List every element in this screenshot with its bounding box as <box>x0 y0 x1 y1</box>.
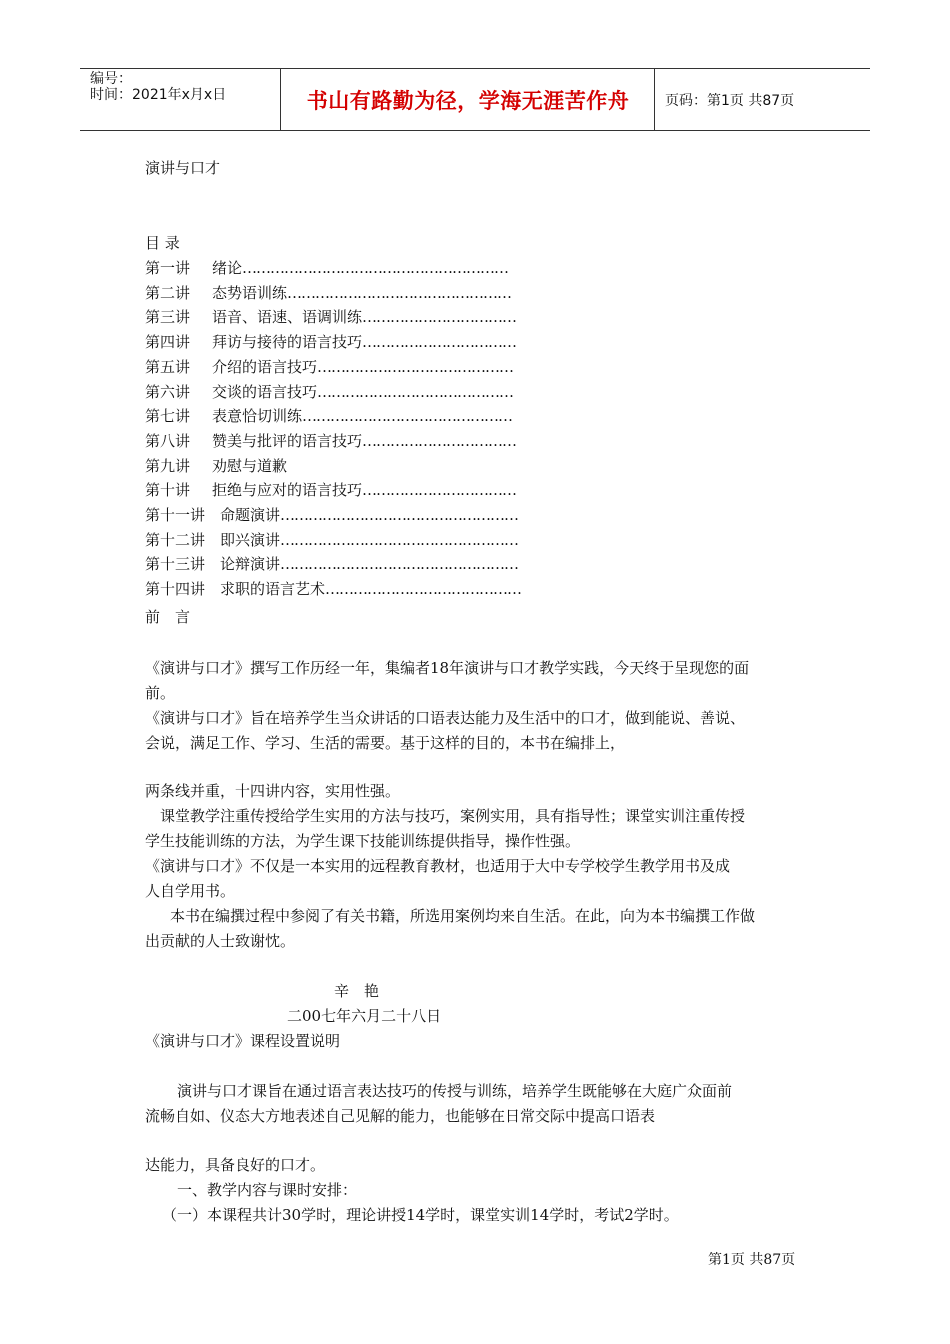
toc-item <box>145 456 287 476</box>
toc-item-number: 第八讲 <box>145 431 191 450</box>
toc-item-title: 命题演讲 <box>220 506 281 524</box>
course-title: 《演讲与口才》课程设置说明 <box>145 1032 341 1050</box>
preface-p1b: 前。 <box>145 684 176 702</box>
preface-p5a: 《演讲与口才》不仅是一本实用的远程教育教材，也适用于大中专学校学生教学用书及成 <box>145 857 731 875</box>
toc-item-leader: …………………………… <box>362 481 517 500</box>
toc-item-title: 态势语训练 <box>212 283 288 302</box>
toc-item-title: 绪论 <box>212 259 243 277</box>
toc-item-leader: …………………………… <box>362 333 517 352</box>
toc-item-title: 交谈的语言技巧 <box>212 382 318 401</box>
preface-heading: 前 言 <box>145 608 191 626</box>
toc-item-leader: ………………………………………… <box>287 283 512 302</box>
toc-item-number: 第二讲 <box>145 283 191 302</box>
preface-p5b: 人自学用书。 <box>145 882 236 900</box>
doc-title: 演讲与口才 <box>145 159 221 177</box>
toc-item-number: 第六讲 <box>145 382 191 401</box>
toc-item <box>145 307 516 327</box>
preface-p6b: 出贡献的人士致谢忱。 <box>145 932 296 950</box>
header-motto: 书山有路勤为径，学海无涯苦作舟 <box>282 69 655 130</box>
toc-item-title: 拜访与接待的语言技巧 <box>212 333 363 352</box>
toc-item-number: 第十一讲 <box>145 506 206 524</box>
toc-item-title: 语音、语速、语调训练 <box>212 308 363 327</box>
toc-item-leader: ……………………………………… <box>302 407 513 426</box>
preface-p2a: 《演讲与口才》旨在培养学生当众讲话的口语表达能力及生活中的口才，做到能说、善说、 <box>145 709 746 727</box>
preface-p3: 两条线并重，十四讲内容，实用性强。 <box>145 782 401 800</box>
course-section-1: 一、教学内容与课时安排： <box>177 1181 358 1199</box>
toc-item <box>145 357 513 377</box>
toc-item-title: 求职的语言艺术 <box>220 580 326 599</box>
toc-item <box>145 332 516 352</box>
toc-item <box>145 480 516 500</box>
toc-item-number: 第九讲 <box>145 456 191 475</box>
preface-p6a: 本书在编撰过程中参阅了有关书籍，所选用案例均来自生活。在此，向为本书编撰工作做 <box>170 907 756 925</box>
toc-item-leader: …………………………………… <box>317 382 514 401</box>
toc-item-number: 第七讲 <box>145 407 191 426</box>
time-label: 时间：2021年x月x日 <box>90 87 227 103</box>
preface-p2b: 会说，满足工作、学习、生活的需要。基于这样的目的，本书在编排上， <box>145 734 626 752</box>
toc-item <box>145 283 511 303</box>
toc-item-number: 第十二讲 <box>145 530 206 549</box>
toc-item <box>145 530 518 550</box>
preface-date: 二00七年六月二十八日 <box>287 1007 442 1025</box>
toc-item-leader: …………………………………………… <box>280 555 519 574</box>
toc-item-title: 拒绝与应对的语言技巧 <box>212 481 363 500</box>
document-header <box>80 68 870 131</box>
course-p2: 达能力，具备良好的口才。 <box>145 1156 326 1174</box>
toc-item <box>145 579 521 599</box>
toc-item-title: 劝慰与道歉 <box>212 456 288 475</box>
header-page-info: 页码：第1页 共87页 <box>665 92 795 109</box>
toc-item-title: 即兴演讲 <box>220 530 281 549</box>
toc-item-leader: …………………………………… <box>325 580 522 599</box>
toc-item-leader: …………………………… <box>362 431 517 450</box>
toc-item-leader: …………………………………………… <box>280 506 519 524</box>
toc-heading: 目 录 <box>145 234 180 252</box>
preface-author: 辛 艳 <box>334 982 380 1000</box>
toc-item <box>145 406 512 426</box>
serial-label: 编号： <box>90 71 132 87</box>
preface-p4a: 课堂教学注重传授给学生实用的方法与技巧，案例实用，具有指导性；课堂实训注重传授 <box>160 807 746 825</box>
preface-p1a: 《演讲与口才》撰写工作历经一年，集编者18年演讲与口才教学实践，今天终于呈现您的面 <box>145 659 750 677</box>
toc-item-number: 第四讲 <box>145 333 191 352</box>
toc-item-title: 论辩演讲 <box>220 555 281 574</box>
toc-item-title: 表意恰切训练 <box>212 407 303 426</box>
toc-item-number: 第一讲 <box>145 259 191 277</box>
toc-item <box>145 431 516 451</box>
toc-item-title: 赞美与批评的语言技巧 <box>212 431 363 450</box>
toc-item <box>145 258 508 278</box>
header-meta-cell <box>80 69 281 130</box>
toc-item <box>145 505 518 525</box>
course-p1a: 演讲与口才课旨在通过语言表达技巧的传授与训练，培养学生既能够在大庭广众面前 <box>177 1082 733 1100</box>
toc-item-leader: …………………………………………… <box>280 530 519 549</box>
toc-item-number: 第五讲 <box>145 357 191 376</box>
toc-item-number: 第十讲 <box>145 481 191 500</box>
preface-p4b: 学生技能训练的方法，为学生课下技能训练提供指导，操作性强。 <box>145 832 581 850</box>
toc-item-leader: ………………………………………………… <box>242 259 509 277</box>
toc-item-number: 第三讲 <box>145 308 191 327</box>
course-section-1a: （一）本课程共计30学时，理论讲授14学时，课堂实训14学时，考试2学时。 <box>162 1206 679 1224</box>
toc-item <box>145 382 513 402</box>
course-p1b: 流畅自如、仪态大方地表述自己见解的能力，也能够在日常交际中提高口语表 <box>145 1107 656 1125</box>
toc-item-number: 第十四讲 <box>145 580 206 599</box>
toc-item-leader: …………………………………… <box>317 357 514 376</box>
toc-item-number: 第十三讲 <box>145 555 206 574</box>
page-footer: 第1页 共87页 <box>708 1252 796 1268</box>
toc-item <box>145 554 518 574</box>
toc-item-title: 介绍的语言技巧 <box>212 357 318 376</box>
toc-item-leader: …………………………… <box>362 308 517 327</box>
